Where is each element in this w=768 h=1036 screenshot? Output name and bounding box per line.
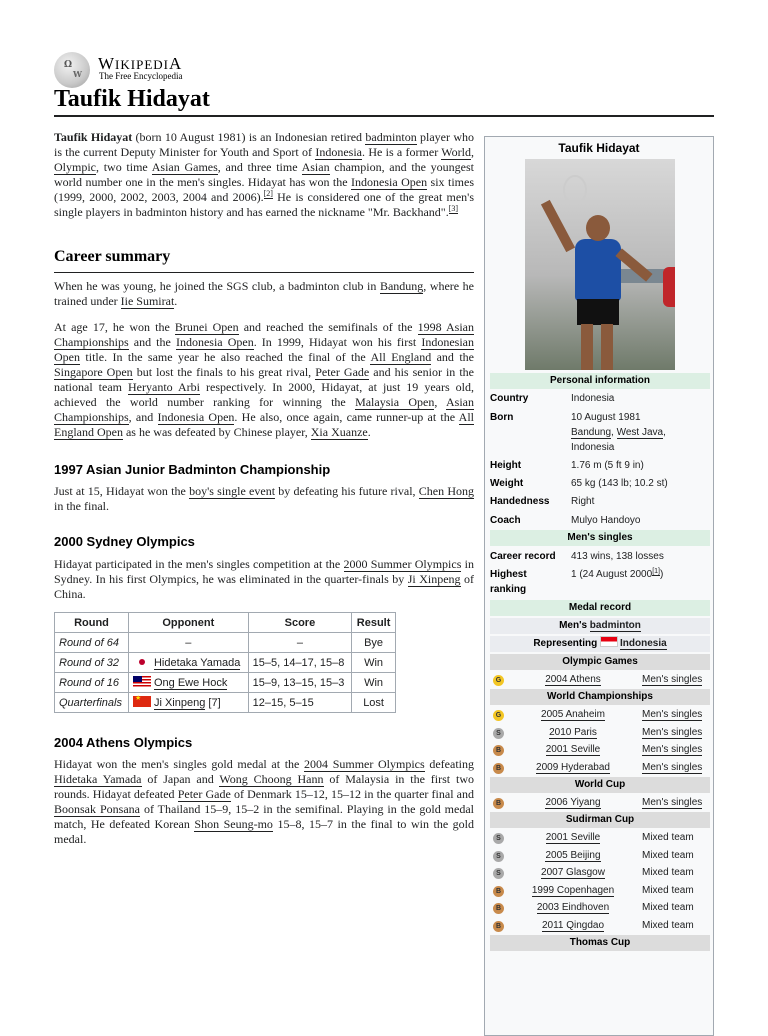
sport-header [490,618,710,634]
text: and reached the semifinals of the [238,320,418,334]
text: . He also, once again, came runner-up at the [234,410,459,424]
text: of Malaysia in the first two rounds. Hidayat defeated [54,772,474,801]
medal-category [642,762,710,773]
link-indonesia-open[interactable]: Indonesia Open [351,175,428,189]
height-label: Height [490,460,522,471]
link-chen-hong[interactable]: Chen Hong [418,484,474,498]
link-asian-games[interactable]: Asian Games [151,160,218,174]
medal-row [490,918,710,935]
round-cell: Round of 16 [55,673,129,693]
opponent-cell [128,653,248,673]
medal-event [510,797,636,808]
coach-value: Mulyo Handoyo [571,515,641,526]
medal-icon: G [493,675,504,686]
text: , two time [96,160,152,174]
subject-name: Taufik Hidayat [54,130,133,144]
medal-row [490,900,710,917]
medal-row [490,865,710,882]
career-paragraph-1 [54,279,474,309]
text: and the [431,350,474,364]
link-indonesia-open[interactable]: Indonesia Open [175,335,254,349]
wordmark-part: A [168,54,183,73]
text: . [367,425,371,439]
photo-arm [541,200,575,252]
personal-info-header: Personal information [490,373,710,389]
career-paragraph-2 [54,320,474,440]
category-text: Mixed team [642,832,694,843]
coach-label: Coach [490,515,521,526]
junior-paragraph [54,484,474,514]
wordmark-part: W [98,54,116,73]
category-text[interactable]: Men's singles [642,709,703,720]
photo-torso [575,239,621,301]
medal-event [510,885,636,896]
racket-icon [563,175,587,205]
world-championships-header: World Championships [490,689,710,705]
link-event[interactable]: 2004 Athens [545,674,601,685]
birth-date: 10 August 1981 [571,412,641,423]
medal-icon: G [493,710,504,721]
medal-event [510,762,636,773]
round-cell: Round of 64 [55,633,129,653]
category-text[interactable]: Men's singles [642,726,703,738]
medal-category [642,832,710,843]
china-flag-icon [133,696,151,707]
column-header: Result [352,613,396,633]
text: defeating [424,757,474,771]
highest-ranking-value [571,567,709,582]
highest-ranking-label: Highest ranking [490,569,527,595]
opponent-cell [128,673,248,693]
table-row [55,653,396,673]
medal-category [642,797,710,808]
text: of Thailand 15–9, 15–2 in the semifinal. Playing in the gold medal match, He defeated Korean [54,802,474,831]
column-header: Score [248,613,352,633]
table-row [55,693,396,713]
text: title. In the same year he also reached the final of the [80,350,371,364]
reference-link[interactable]: [3] [448,204,459,213]
photo-leg [581,324,593,370]
country-value: Indonesia [571,393,615,404]
medal-category [642,867,710,878]
intro-paragraph [54,130,474,220]
medal-row [490,883,710,900]
representing-header [490,636,710,652]
link-malaysia-open[interactable]: Malaysia Open [355,395,435,409]
link-west-java[interactable]: West Java [616,427,664,438]
link-event[interactable]: 2003 Eindhoven [536,902,610,913]
text: , [434,395,447,409]
section-heading-career: Career summary [54,248,171,265]
category-text: Mixed team [642,849,694,861]
medal-event [510,744,636,755]
text: champion, and the youngest world number one in the men's singles. Hidayat has won the [54,160,475,189]
text: but lost the finals to his great rival, [132,365,316,379]
text: , where he trained under [54,279,474,308]
score-cell: – [248,633,352,653]
text: , and [128,410,158,424]
text: , and three time [217,160,302,174]
medal-event [510,867,636,878]
link-badminton[interactable]: badminton [589,620,641,631]
text: Men's [559,620,590,631]
link-singapore-open[interactable]: Singapore Open [54,365,133,379]
round-cell: Quarterfinals [55,693,129,713]
result-cell: Win [352,673,396,693]
medal-category [642,709,710,720]
section-heading-junior: 1997 Asian Junior Badminton Championship [54,462,331,477]
puzzle-piece-icon: Ω [64,60,73,70]
column-header: Round [55,613,129,633]
medal-icon: S [493,833,504,844]
category-text[interactable]: Men's singles [642,674,703,685]
link-iie-sumirat[interactable]: Iie Sumirat [120,294,175,308]
medal-row [490,830,710,847]
result-cell: Bye [352,633,396,653]
text: 15–8, 15–7 in the final to win the gold medal. [54,817,475,846]
text: Hidayat won the men's singles gold medal at the [54,757,305,771]
link-event[interactable]: 2001 Seville [545,832,601,843]
link-bandung[interactable]: Bandung [379,279,424,293]
infobox [484,136,714,1036]
wikipedia-globe-logo[interactable] [54,52,90,88]
medal-event [510,709,636,720]
link-event[interactable]: 1999 Copenhagen [531,884,615,896]
medal-row [490,725,710,742]
malaysia-flag-icon [133,676,151,687]
text: (born 10 August 1981) is an Indonesian retired [132,130,366,144]
medal-icon: B [493,798,504,809]
link-event[interactable]: 2006 Yiyang [545,797,601,808]
japan-flag-icon [133,656,151,667]
medal-row [490,795,710,812]
medal-event [510,832,636,843]
link-event[interactable]: 2005 Beijing [545,849,601,861]
medal-event [510,902,636,913]
link-opponent[interactable]: Ong Ewe Hock [153,677,228,689]
medal-row [490,672,710,689]
text: respectively. In 2000, Hidayat, at just 19 years old, achieved the world number ranking for winning the [54,380,474,409]
text: of Denmark 15–12, 15–12 in the quarter final and [230,787,474,801]
medal-record-header: Medal record [490,600,710,616]
link-bandung[interactable]: Bandung [571,427,612,438]
photo-head [586,215,610,241]
olympic-games-header: Olympic Games [490,654,710,670]
link-olympic[interactable]: Olympic [54,160,96,174]
text: in the final. [54,499,109,513]
medal-row [490,848,710,865]
handedness-label: Handedness [490,496,550,507]
wikipedia-tagline: The Free Encyclopedia [99,71,183,81]
medal-icon: B [493,903,504,914]
category-text[interactable]: Men's singles [642,761,703,773]
score-cell: 15–5, 14–17, 15–8 [248,653,352,673]
text: . He is a former [362,145,442,159]
ranking-text: 1 (24 August 2000 [571,569,653,580]
medal-event [510,920,636,931]
height-value: 1.76 m (5 ft 9 in) [571,460,644,471]
medal-event [510,674,636,685]
photo-background-figure [663,267,675,307]
link-event[interactable]: 2005 Anaheim [541,709,605,720]
category-text: Mixed team [642,884,694,896]
link-ji-xinpeng[interactable]: Ji Xinpeng [407,572,461,586]
link-2000-summer-olympics[interactable]: 2000 Summer Olympics [343,557,462,571]
puzzle-piece-icon: W [73,69,82,79]
text: and his senior in the national team [54,365,474,394]
sudirman-cup-header: Sudirman Cup [490,812,710,828]
medal-event [510,727,636,738]
reference-link[interactable]: [2] [263,189,273,198]
medal-row [490,760,710,777]
player-photo[interactable] [525,159,675,370]
text: . In 1999, Hidayat won his first [253,335,422,349]
medal-icon: B [493,886,504,897]
link-world[interactable]: World [441,145,471,159]
category-text: Mixed team [642,867,694,878]
text: by defeating his future rival, [275,484,419,498]
text: of China. [54,572,474,601]
photo-shorts [577,299,619,325]
link-peter-gade[interactable]: Peter Gade [177,787,231,801]
medal-category [642,885,710,896]
link-brunei-open[interactable]: Brunei Open [174,320,239,334]
link-wong-choong-hann[interactable]: Wong Choong Hann [219,772,324,786]
text: ) [659,569,664,580]
round-cell: Round of 32 [55,653,129,673]
link-all-england-open[interactable]: All England Open [54,410,474,439]
title-divider [54,115,714,117]
link-event[interactable]: 2007 Glasgow [541,867,605,878]
opponent-cell: – [128,633,248,653]
text: , [611,427,617,438]
link-indonesia[interactable]: Indonesia [315,145,363,159]
result-cell: Win [352,653,396,673]
medal-icon: B [493,921,504,932]
medal-category [642,744,710,755]
score-cell: 15–9, 13–15, 15–3 [248,673,352,693]
link-event[interactable]: 2011 Qingdao [541,919,605,931]
link-asian-championships[interactable]: Asian Championships [54,395,475,424]
career-record-value: 413 wins, 138 losses [571,551,664,562]
text: Representing [533,638,600,649]
link-hidetaka-yamada[interactable]: Hidetaka Yamada [54,772,142,786]
text: in Sydney. In his first Olympics, he was eliminated in the quarter-finals by [54,557,474,586]
link-indonesian-open[interactable]: Indonesian Open [54,335,474,364]
sydney-paragraph [54,557,474,602]
link-opponent[interactable]: Ji Xinpeng [153,697,206,709]
table-header-row [55,613,396,633]
medal-icon: S [493,868,504,879]
handedness-value: Right [571,496,595,507]
medal-icon: B [493,745,504,756]
link-opponent[interactable]: Hidetaka Yamada [153,657,241,669]
text: Hidayat participated in the men's singles competition at the [54,557,344,571]
career-record-label: Career record [490,551,556,562]
medal-icon: S [493,851,504,862]
text: as he was defeated by Chinese player, [122,425,311,439]
medal-category [642,850,710,861]
category-text: Mixed team [642,902,694,913]
link-indonesia-open[interactable]: Indonesia Open [157,410,235,424]
link-boys-single-event[interactable]: boy's single event [189,484,276,498]
text: , [663,427,666,438]
table-row [55,633,396,653]
wordmark-part: IKIPEDI [115,57,169,72]
link-heryanto-arbi[interactable]: Heryanto Arbi [128,380,201,394]
athens-paragraph [54,757,474,847]
text: . [174,294,178,308]
mens-singles-header: Men's singles [490,530,710,546]
born-label: Born [490,412,514,423]
link-peter-gade[interactable]: Peter Gade [315,365,370,379]
link-1998-asian-championships[interactable]: 1998 Asian Championships [54,320,474,349]
medal-category [642,902,710,913]
born-value [571,410,709,455]
link-xia-xuanze[interactable]: Xia Xuanze [310,425,368,439]
medal-icon: S [493,728,504,739]
link-boonsak-ponsana[interactable]: Boonsak Ponsana [54,802,140,816]
link-badminton[interactable]: badminton [365,130,417,144]
link-indonesia[interactable]: Indonesia [620,638,667,649]
weight-label: Weight [490,478,524,489]
medal-row [490,707,710,724]
category-text: Mixed team [642,919,694,931]
opponent-cell [128,693,248,713]
country-label: Country [490,393,529,404]
seed-number: [7] [205,697,221,709]
text: He is considered one of the great men's single players in badminton history and has earned the nickname "Mr. Backhand". [54,190,474,219]
section-heading-athens: 2004 Athens Olympics [54,735,193,750]
thomas-cup-header: Thomas Cup [490,935,710,951]
medal-category [642,674,710,685]
medal-category [642,727,710,738]
link-all-england[interactable]: All England [370,350,432,364]
text: and the [128,335,176,349]
text: , [471,145,474,159]
link-event[interactable]: 2010 Paris [549,726,597,738]
text: At age 17, he won the [54,320,175,334]
photo-leg [601,324,613,370]
section-divider [54,272,474,273]
link-asian[interactable]: Asian [301,160,330,174]
link-event[interactable]: 2009 Hyderabad [536,761,610,773]
medal-category [642,920,710,931]
result-cell: Lost [352,693,396,713]
link-event[interactable]: 2001 Seville [545,744,601,755]
score-cell: 12–15, 5–15 [248,693,352,713]
section-heading-sydney: 2000 Sydney Olympics [54,534,195,549]
text: six times (1999, 2000, 2002, 2003, 2004 and 2006). [54,175,474,204]
reference-link[interactable]: [1] [652,567,660,575]
medal-row [490,742,710,759]
text: player who is the current Deputy Minister for Youth and Sport of [54,130,474,159]
column-header: Opponent [128,613,248,633]
text: Just at 15, Hidayat won the [54,484,190,498]
text: When he was young, he joined the SGS club, a badminton club in [54,279,380,293]
infobox-title: Taufik Hidayat [558,141,640,155]
link-2004-summer-olympics[interactable]: 2004 Summer Olympics [304,757,425,771]
category-text[interactable]: Men's singles [642,744,703,755]
birth-country: Indonesia [571,442,615,453]
olympics-results-table [54,612,396,713]
category-text[interactable]: Men's singles [642,797,703,808]
indonesia-flag-icon [600,636,618,647]
page-title: Taufik Hidayat [54,86,210,112]
link-shon-seung-mo[interactable]: Shon Seung-mo [194,817,273,831]
text: of Japan and [141,772,220,786]
world-cup-header: World Cup [490,777,710,793]
table-row [55,673,396,693]
weight-value: 65 kg (143 lb; 10.2 st) [571,478,668,489]
medal-event [510,850,636,861]
medal-icon: B [493,763,504,774]
